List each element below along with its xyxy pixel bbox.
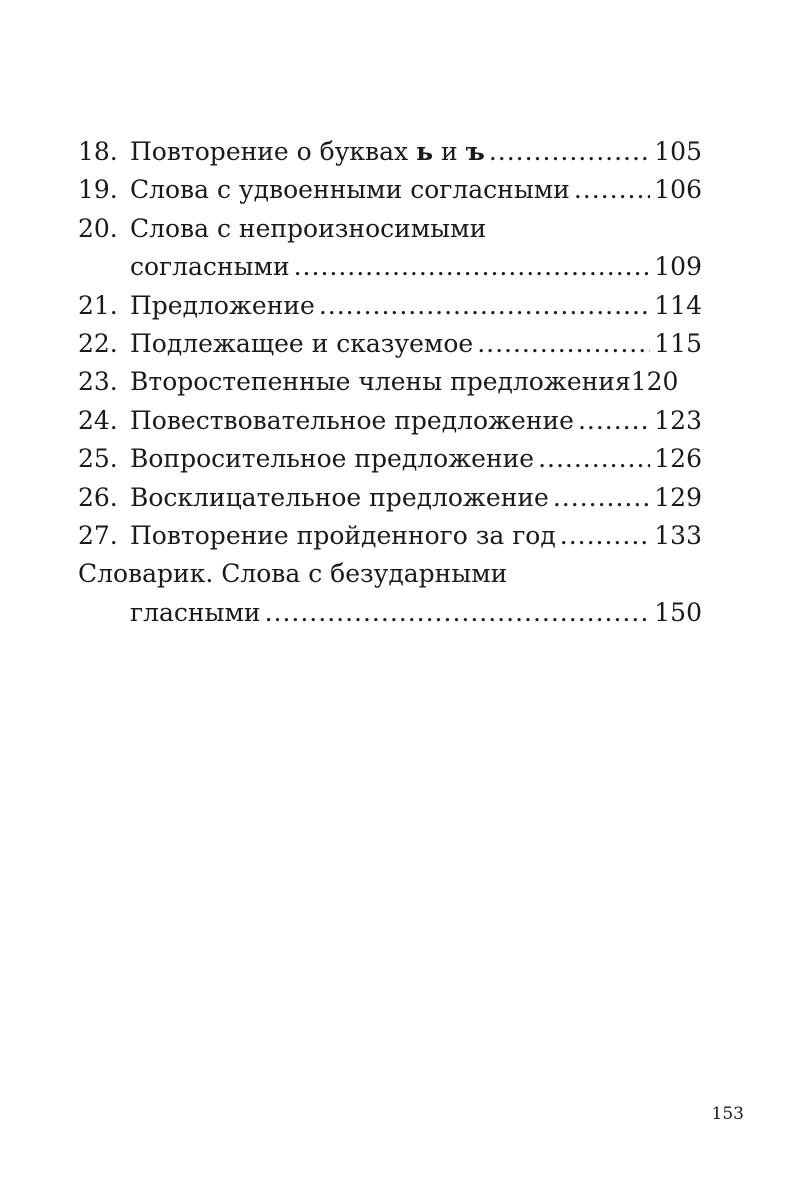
toc-entry-number: 24. [78, 405, 118, 435]
dot-leader [560, 517, 651, 555]
dot-leader [574, 171, 650, 209]
page-number: 153 [711, 1104, 744, 1124]
toc-entry-25 [78, 440, 702, 478]
soft-sign-letter: ь [416, 137, 434, 166]
toc-entry-number: 23. [78, 367, 118, 397]
toc-entry-22 [78, 325, 702, 363]
toc-entry-number: 18. [78, 137, 118, 166]
toc-entry-page: 120 [630, 367, 679, 397]
toc-entry-dictionary-continuation [78, 594, 702, 632]
toc-entry-title-continuation: гласными [130, 597, 261, 627]
table-of-contents [78, 133, 702, 632]
toc-entry-27 [78, 517, 702, 555]
toc-entry-26 [78, 479, 702, 517]
dot-leader [538, 440, 650, 478]
toc-entry-24 [78, 402, 702, 440]
dot-leader [265, 594, 651, 632]
toc-entry-page: 115 [654, 328, 702, 358]
dot-leader [319, 287, 650, 325]
toc-entry-page: 133 [654, 520, 702, 550]
toc-entry-20-continuation [78, 248, 702, 286]
toc-entry-title: Вопросительное предложение [130, 444, 535, 474]
toc-entry-23 [78, 363, 702, 401]
toc-entry-title: Второстепенные члены предложения [130, 367, 631, 397]
toc-entry-page: 114 [654, 290, 702, 320]
dot-leader [578, 402, 650, 440]
toc-entry-dictionary [78, 555, 702, 593]
toc-entry-title: Восклицательное предложение [130, 482, 549, 512]
toc-entry-page: 105 [654, 137, 702, 166]
toc-entry-number: 22. [78, 328, 118, 358]
toc-entry-title: Повторение о буквах ь и ъ [130, 137, 485, 166]
toc-entry-number: 25. [78, 444, 118, 474]
dot-leader [553, 479, 650, 517]
toc-entry-19 [78, 171, 702, 209]
toc-entry-page: 126 [654, 444, 702, 474]
toc-entry-title: Словарик. Слова с безударными [78, 559, 508, 589]
toc-entry-page: 150 [654, 597, 702, 627]
dot-leader [477, 325, 650, 363]
toc-entry-title: Слова с непроизносимыми [130, 213, 487, 243]
dot-leader [489, 133, 650, 171]
toc-entry-number: 19. [78, 175, 118, 205]
toc-entry-page: 109 [654, 252, 702, 282]
toc-entry-number: 20. [78, 213, 118, 243]
toc-entry-title: Повествовательное предложение [130, 405, 574, 435]
hard-sign-letter: ъ [465, 137, 485, 166]
toc-entry-title-continuation: согласными [130, 252, 290, 282]
toc-entry-title: Повторение пройденного за год [130, 520, 556, 550]
toc-entry-18 [78, 133, 702, 171]
toc-entry-title: Слова с удвоенными согласными [130, 175, 570, 205]
toc-entry-21 [78, 287, 702, 325]
toc-entry-number: 27. [78, 520, 118, 550]
toc-entry-title: Подлежащее и сказуемое [130, 328, 474, 358]
dot-leader [294, 248, 651, 286]
toc-entry-20 [78, 210, 702, 248]
toc-entry-number: 21. [78, 290, 118, 320]
toc-entry-number: 26. [78, 482, 118, 512]
toc-entry-title: Предложение [130, 290, 315, 320]
toc-entry-page: 123 [654, 405, 702, 435]
toc-entry-page: 129 [654, 482, 702, 512]
toc-entry-page: 106 [654, 175, 702, 205]
